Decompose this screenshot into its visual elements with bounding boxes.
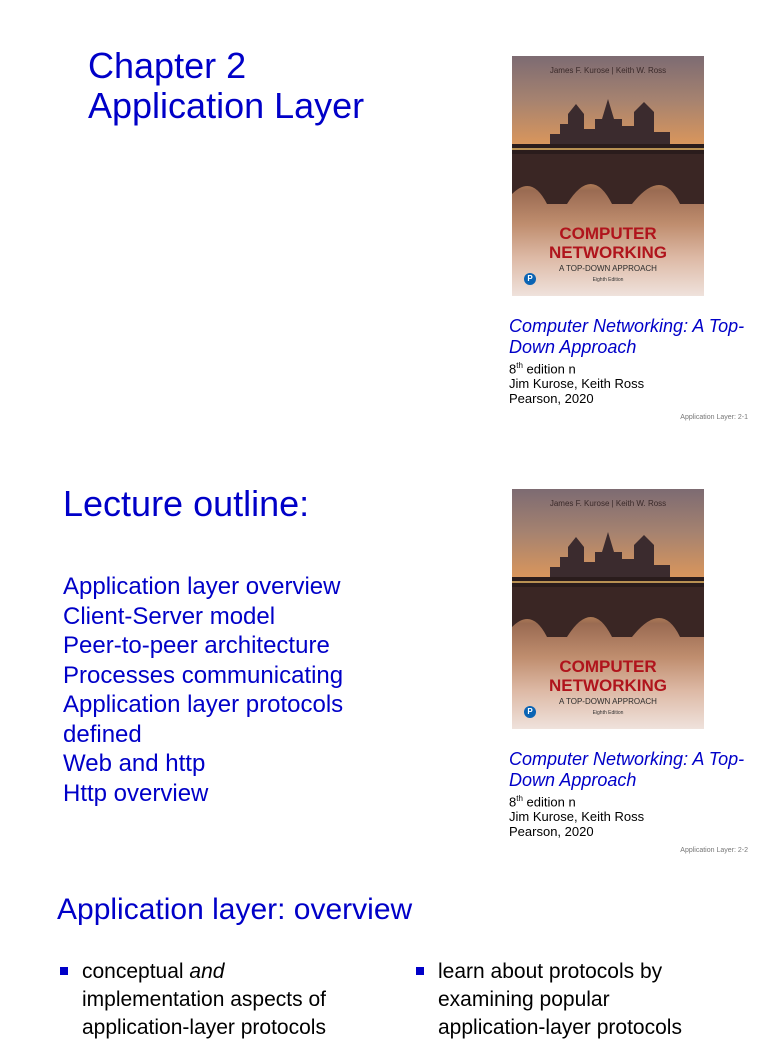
book-edition xyxy=(509,358,759,376)
bullet-text-part: conceptual xyxy=(82,960,190,983)
book-publisher: Pearson, 2020 xyxy=(509,391,594,407)
cover-title xyxy=(512,224,704,262)
square-bullet-icon xyxy=(416,967,424,975)
pearson-logo-icon: P xyxy=(524,273,536,285)
edition-number: 8 xyxy=(509,361,517,377)
square-bullet-icon xyxy=(60,967,68,975)
outline-item: Client-Server model xyxy=(63,602,276,630)
outline-item: Processes communicating xyxy=(63,661,344,689)
bullet-text-emphasis: and xyxy=(189,960,225,983)
outline-item: Peer-to-peer architecture xyxy=(63,632,330,659)
cover-title xyxy=(512,657,704,695)
book-title: Computer Networking: A Top-Down Approach xyxy=(509,749,745,790)
slide-2-title: Lecture outline: xyxy=(63,483,310,524)
cover-edition: Eighth Edition xyxy=(592,277,624,283)
slide-footer: Application Layer: 2-1 xyxy=(680,414,748,421)
book-authors: Jim Kurose, Keith Ross xyxy=(509,809,645,825)
slide-1 xyxy=(0,0,768,433)
bullet-item xyxy=(60,958,360,1042)
book-cover xyxy=(512,56,704,296)
pearson-logo-icon: P xyxy=(524,706,536,718)
bridge-icon xyxy=(512,577,704,637)
outline-item: Web and http xyxy=(63,750,206,777)
slide-footer: Application Layer: 2-2 xyxy=(680,847,748,854)
slide-1-title xyxy=(88,46,364,127)
cover-authors: James F. Kurose | Keith W. Ross xyxy=(549,66,667,75)
outline-item: Application layer protocols defined xyxy=(63,691,344,748)
bullet-text-part: implementation aspects of application-layer protocols xyxy=(82,988,326,1039)
lecture-outline-list xyxy=(63,572,383,808)
title-line-2: Application Layer xyxy=(88,85,365,127)
cover-title-line-2: NETWORKING xyxy=(548,676,668,695)
book-publisher: Pearson, 2020 xyxy=(509,824,594,840)
outline-item: Http overview xyxy=(63,779,209,807)
cover-authors: James F. Kurose | Keith W. Ross xyxy=(549,499,667,508)
edition-text: edition n xyxy=(522,361,576,377)
bullet-text: learn about protocols by examining popular application-layer protocols xyxy=(438,960,682,1039)
book-authors: Jim Kurose, Keith Ross xyxy=(509,376,645,392)
cover-subtitle: A TOP-DOWN APPROACH xyxy=(559,264,657,273)
cover-title-line-2: NETWORKING xyxy=(548,243,668,262)
edition-suffix: th xyxy=(516,794,523,803)
book-title: Computer Networking: A Top-Down Approach xyxy=(509,316,745,357)
book-cover xyxy=(512,489,704,729)
edition-number: 8 xyxy=(509,794,517,810)
title-line-1: Chapter 2 xyxy=(88,45,247,86)
book-info xyxy=(509,316,759,406)
cover-subtitle: A TOP-DOWN APPROACH xyxy=(559,697,657,706)
bridge-icon xyxy=(512,144,704,204)
outline-item: Application layer overview xyxy=(63,573,341,600)
bullet-text xyxy=(82,958,360,1042)
cover-title-line-1: COMPUTER xyxy=(559,224,657,243)
book-edition xyxy=(509,791,759,809)
slide-3-title: Application layer: overview xyxy=(57,893,413,926)
edition-text: edition n xyxy=(522,794,576,810)
cover-title-line-1: COMPUTER xyxy=(559,657,657,676)
bullet-item xyxy=(416,958,716,1042)
book-info xyxy=(509,749,759,839)
edition-suffix: th xyxy=(516,361,523,370)
cover-edition: Eighth Edition xyxy=(592,710,624,716)
